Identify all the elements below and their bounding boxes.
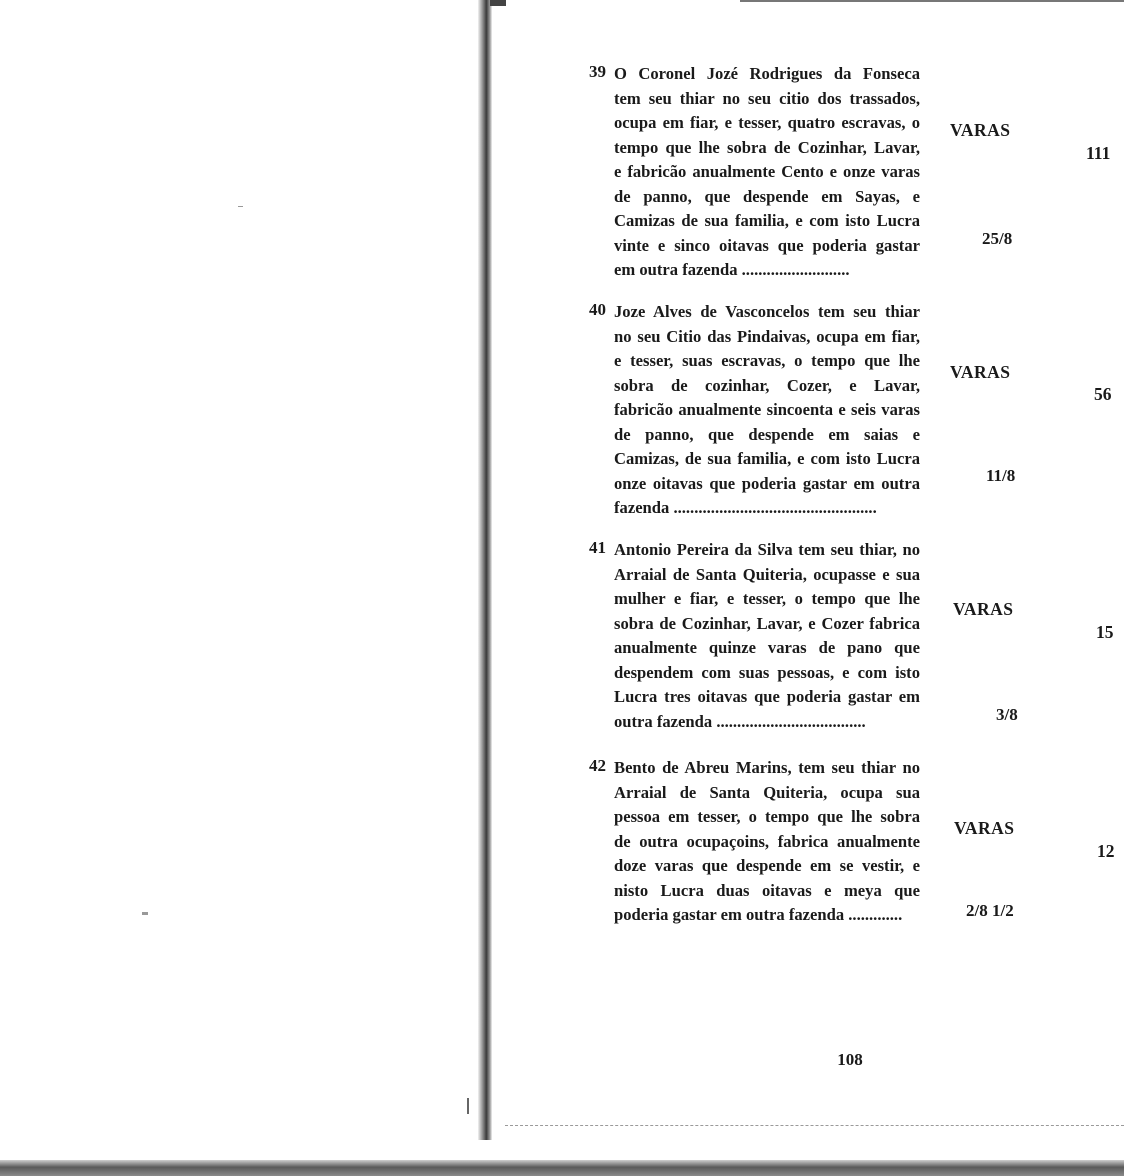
entry-number: 39 [589, 62, 606, 81]
unit-label: VARAS [953, 599, 1014, 619]
entry-line: Bento de Abreu Marins, tem seu thiar no [614, 758, 920, 777]
entry-line: ocupa em fiar, e tesser, quatro escravas, o [614, 113, 920, 132]
entry-text [614, 62, 920, 283]
scan-speck [142, 912, 148, 915]
entry-line: anualmente quinze varas de pano que [614, 638, 920, 657]
entry-number: 42 [589, 756, 606, 775]
entry-line: vinte e sinco oitavas que poderia gastar [614, 235, 920, 255]
entry-line: outra fazenda .................................... [614, 711, 866, 731]
entry-line: tempo que lhe sobra de Cozinhar, Lavar, [614, 137, 920, 157]
total-varas: 15 [1096, 622, 1114, 642]
fraction-value: 3/8 [996, 705, 1018, 724]
entry-line: de panno, que despende em Sayas, e [614, 186, 920, 206]
entry-line: O Coronel Jozé Rodrigues da Fonseca [614, 64, 920, 83]
fraction-value: 25/8 [982, 229, 1013, 248]
scan-bottom-band [0, 1160, 1124, 1176]
entry-line: Arraial de Santa Quiteria, ocupa sua [614, 782, 920, 802]
entry-line: nisto Lucra duas oitavas e meya que [614, 880, 920, 900]
entry-line: Camizas, de sua familia, e com isto Lucra [614, 449, 920, 468]
entry-line: doze varas que despende em se vestir, e [614, 856, 920, 875]
entry-line: mulher e fiar, e tesser, o tempo que lhe [614, 589, 920, 608]
entry-line: fabricão anualmente sincoenta e seis varas [614, 400, 920, 419]
entry-text [614, 538, 920, 734]
unit-label: VARAS [950, 362, 1011, 382]
total-varas: 56 [1094, 384, 1112, 404]
entry-line: de panno, que despende em saias e [614, 424, 920, 444]
bottom-page-edge [505, 1125, 1124, 1126]
entry-line: em outra fazenda .......................... [614, 260, 850, 279]
entry-line: Antonio Pereira da Silva tem seu thiar, no [614, 540, 920, 559]
entry-line: tem seu thiar no seu citio dos trassados, [614, 88, 920, 108]
entry-number: 40 [589, 300, 606, 319]
left-blank-page [0, 0, 480, 1176]
scan-speck [467, 1098, 469, 1114]
entry-line: e tesser, suas escravas, o tempo que lhe [614, 351, 920, 370]
total-varas: 111 [1086, 143, 1111, 163]
entry-line: Arraial de Santa Quiteria, ocupasse e sua [614, 564, 920, 584]
entry-number: 41 [589, 538, 606, 557]
unit-label: VARAS [950, 120, 1011, 140]
top-page-edge [740, 0, 1124, 2]
entry-line: e fabricão anualmente Cento e onze varas [614, 162, 920, 181]
scan-speck [238, 206, 243, 207]
entry-line: Lucra tres oitavas que poderia gastar em [614, 687, 920, 706]
entry-line: sobra de Cozinhar, Lavar, e Cozer fabrica [614, 613, 920, 633]
entry-line: sobra de cozinhar, Cozer, e Lavar, [614, 375, 920, 395]
book-spine-shadow [478, 0, 492, 1140]
entry-line: pessoa em tesser, o tempo que lhe sobra [614, 807, 920, 826]
entry-line: despendem com suas pessoas, e com isto [614, 662, 920, 682]
unit-label: VARAS [954, 818, 1015, 838]
entry-line: de outra ocupaçoins, fabrica anualmente [614, 831, 920, 851]
page-number: 108 [837, 1050, 863, 1069]
entry-line: fazenda ................................................. [614, 498, 877, 517]
entry-line: no seu Citio das Pindaivas, ocupa em fiar, [614, 326, 920, 346]
total-varas: 12 [1097, 841, 1115, 861]
fraction-value: 2/8 1/2 [966, 901, 1014, 920]
fraction-value: 11/8 [986, 466, 1016, 485]
entry-line: onze oitavas que poderia gastar em outra [614, 473, 920, 493]
entry-line: poderia gastar em outra fazenda ............. [614, 905, 903, 924]
entry-line: Camizas de sua familia, e com isto Lucra [614, 211, 920, 230]
entry-text [614, 300, 920, 521]
entry-text [614, 756, 920, 928]
entry-line: Joze Alves de Vasconcelos tem seu thiar [614, 302, 920, 321]
spine-top-mark [490, 0, 506, 6]
